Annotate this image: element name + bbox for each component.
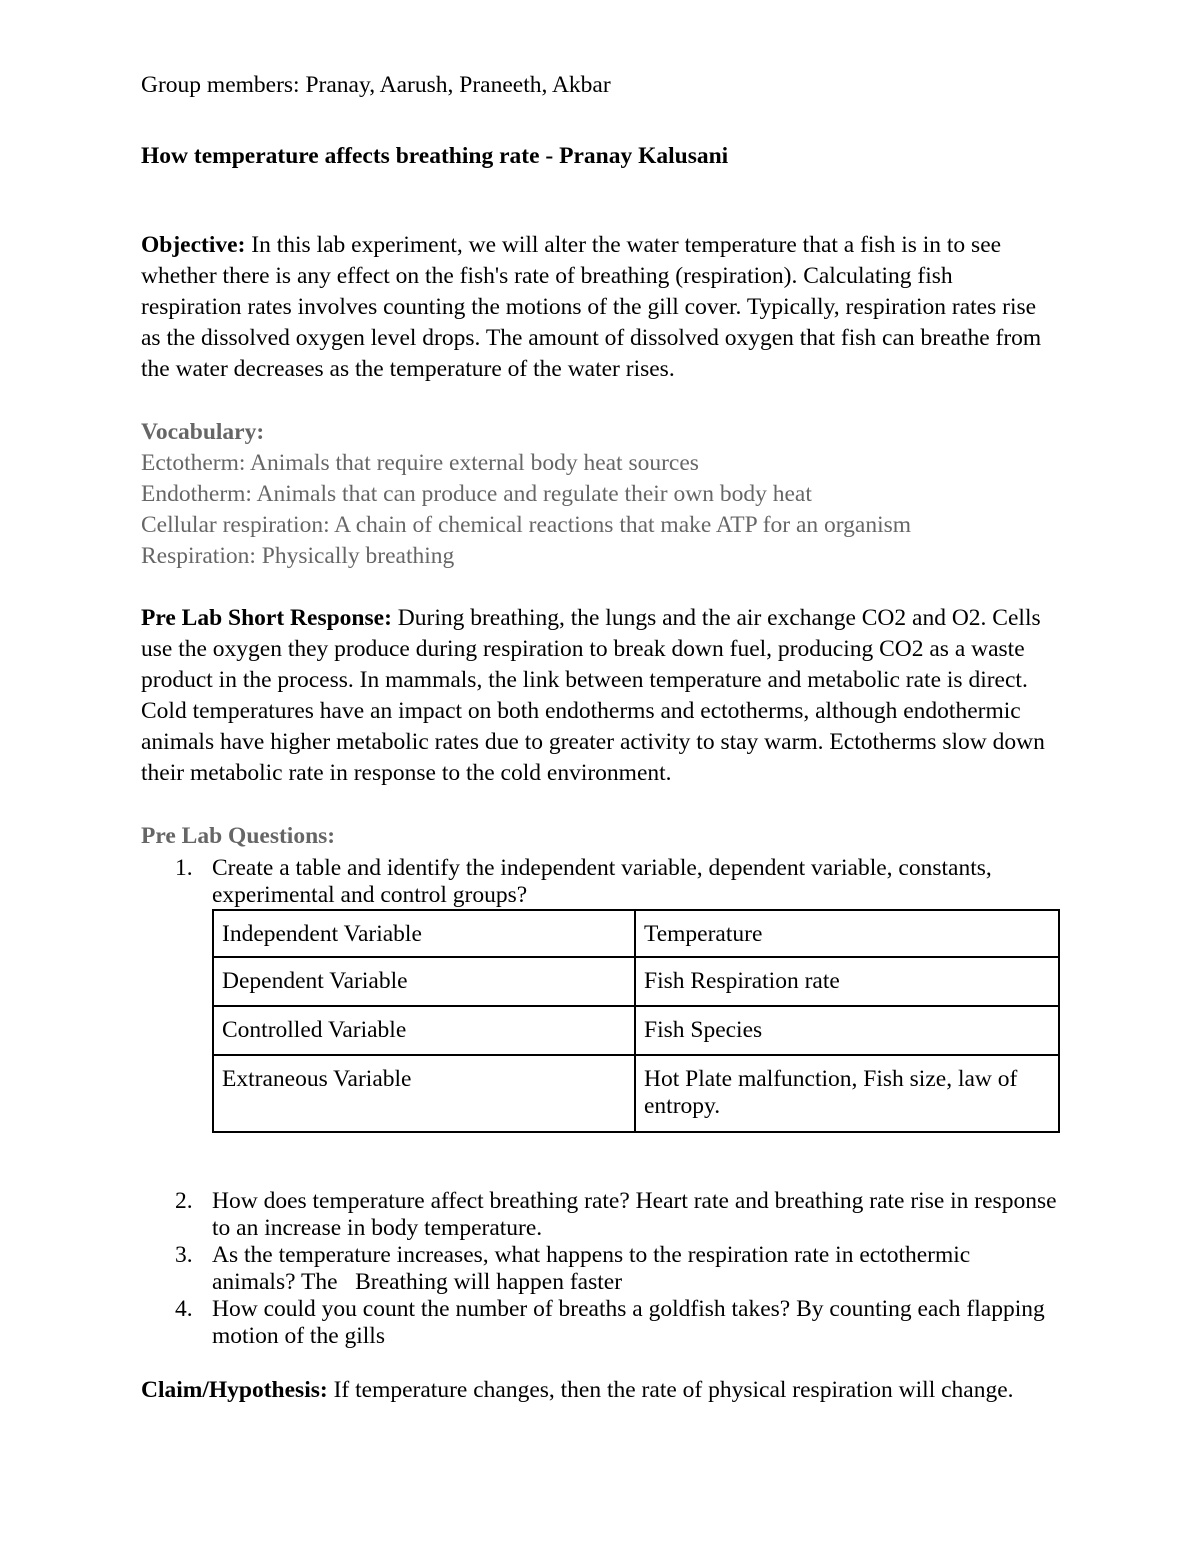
vocabulary-item: Cellular respiration: A chain of chemical reactions that make ATP for an organism [141, 512, 912, 538]
question-line: motion of the gills [212, 1323, 385, 1349]
question-item [0, 1242, 1200, 1296]
claim-hypothesis-label: Claim/Hypothesis: [141, 1377, 328, 1403]
document-title-section [141, 141, 728, 172]
vocabulary-item: Ectotherm: Animals that require external body heat sources [141, 450, 699, 476]
claim-hypothesis-text: If temperature changes, then the rate of physical respiration will change. [333, 1377, 1014, 1403]
short-response-label: Pre Lab Short Response: [141, 605, 392, 631]
short-response-line: Cold temperatures have an impact on both endotherms and ectotherms, although endothermic [141, 698, 1021, 724]
question-item [0, 855, 1200, 909]
claim-hypothesis-section [141, 1375, 1014, 1406]
table-cell-value: Hot Plate malfunction, Fish size, law of entropy. [636, 1056, 1060, 1133]
objective-line: as the dissolved oxygen level drops. The amount of dissolved oxygen that fish can breathe from [141, 325, 1042, 351]
pre-lab-short-response-section [141, 603, 1045, 789]
vocabulary-item: Endotherm: Animals that can produce and regulate their own body heat [141, 481, 812, 507]
table-cell-variable: Controlled Variable [214, 1007, 636, 1056]
claim-hypothesis-line [141, 1375, 1014, 1406]
question-item [0, 1188, 1200, 1242]
short-response-line: animals have higher metabolic rates due to greater activity to stay warm. Ectotherms slow down [141, 729, 1045, 755]
table-cell-value: Fish Species [636, 1007, 1060, 1056]
objective-label: Objective: [141, 232, 246, 258]
vocabulary-item: Respiration: Physically breathing [141, 543, 455, 569]
question-text [212, 1188, 1057, 1242]
pre-lab-questions-heading: Pre Lab Questions: [141, 823, 336, 849]
question-line: How does temperature affect breathing rate? Heart rate and breathing rate rise in response [212, 1188, 1057, 1214]
question-line: How could you count the number of breaths a goldfish takes? By counting each flapping [212, 1296, 1045, 1322]
group-members-section [141, 70, 611, 101]
objective-line: whether there is any effect on the fish's rate of breathing (respiration). Calculating fish [141, 263, 953, 289]
table-cell-value: Temperature [636, 911, 1060, 958]
short-response-text: During breathing, the lungs and the air exchange CO2 and O2. Cells [397, 605, 1041, 631]
question-line: to an increase in body temperature. [212, 1215, 543, 1241]
objective-text: In this lab experiment, we will alter the water temperature that a fish is in to see [251, 232, 1002, 258]
question-text [212, 1296, 1045, 1350]
question-line: As the temperature increases, what happens to the respiration rate in ectothermic [212, 1242, 971, 1268]
short-response-line: their metabolic rate in response to the cold environment. [141, 760, 672, 786]
vocabulary-heading: Vocabulary: [141, 419, 265, 445]
objective-line: the water decreases as the temperature of the water rises. [141, 356, 675, 382]
table-cell-variable: Dependent Variable [214, 958, 636, 1007]
question-text [212, 855, 992, 909]
question-number: 3. [175, 1242, 193, 1268]
objective-line: respiration rates involves counting the motions of the gill cover. Typically, respiration rates rise [141, 294, 1037, 320]
short-response-line: use the oxygen they produce during respiration to break down fuel, producing CO2 as a waste [141, 636, 1025, 662]
question-line: animals? The Breathing will happen faster [212, 1269, 623, 1295]
vocabulary-section [141, 417, 911, 572]
question-text [212, 1242, 970, 1296]
table-cell-variable: Extraneous Variable [214, 1056, 636, 1133]
short-response-line: product in the process. In mammals, the link between temperature and metabolic rate is direct. [141, 667, 1028, 693]
table-cell-variable: Independent Variable [214, 911, 636, 958]
question-number: 1. [175, 855, 193, 881]
short-response-line [141, 603, 1045, 634]
question-item [0, 1296, 1200, 1350]
objective-line [141, 230, 1041, 261]
document-title: How temperature affects breathing rate - Pranay Kalusani [141, 143, 729, 169]
question-number: 4. [175, 1296, 193, 1322]
group-members-line: Group members: Pranay, Aarush, Praneeth, Akbar [141, 72, 611, 98]
table-cell-value: Fish Respiration rate [636, 958, 1060, 1007]
variables-table [212, 909, 1060, 1133]
objective-section [141, 230, 1041, 385]
question-number: 2. [175, 1188, 193, 1214]
pre-lab-questions-section [141, 821, 335, 852]
question-line: Create a table and identify the independent variable, dependent variable, constants, [212, 855, 992, 881]
question-line: experimental and control groups? [212, 882, 528, 908]
